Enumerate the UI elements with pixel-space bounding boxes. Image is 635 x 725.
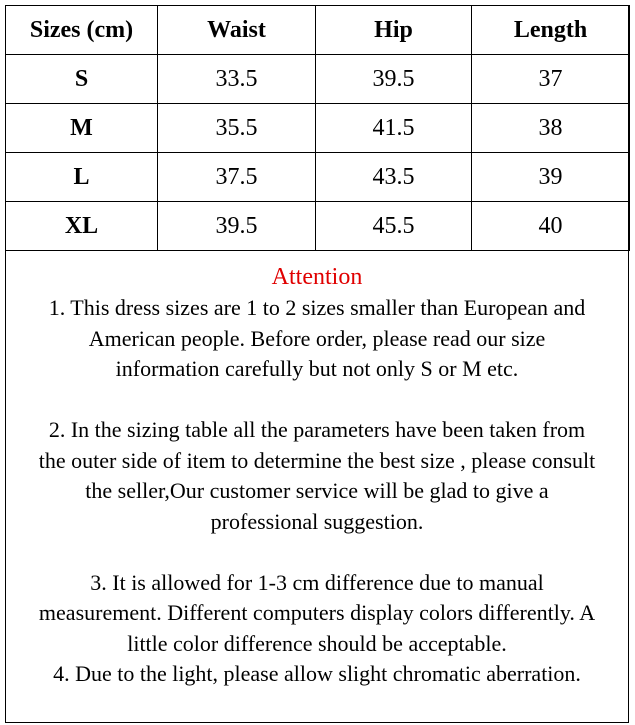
- attention-notes: [5, 262, 629, 690]
- table-row: [6, 202, 630, 251]
- header-waist: Waist: [158, 6, 316, 55]
- waist-value: 37.5: [158, 153, 316, 202]
- size-label: XL: [6, 202, 158, 251]
- waist-value: 33.5: [158, 55, 316, 104]
- note-1-line: 1. This dress sizes are 1 to 2 sizes smaller than European and: [48, 295, 586, 320]
- note-1-line: American people. Before order, please read our size: [88, 325, 546, 351]
- note-2-line: the seller,Our customer service will be glad to give a: [85, 478, 549, 503]
- hip-value: 41.5: [316, 104, 472, 153]
- note-3-line: little color difference should be acceptable.: [127, 630, 507, 656]
- note-3-line: 3. It is allowed for 1-3 cm difference due to manual: [90, 569, 544, 595]
- paragraph-gap: [5, 537, 629, 568]
- length-value: 40: [472, 202, 630, 251]
- size-label: M: [6, 104, 158, 153]
- waist-value: 39.5: [158, 202, 316, 251]
- header-sizes: Sizes (cm): [6, 6, 158, 55]
- size-table: [5, 5, 630, 251]
- size-label: L: [6, 153, 158, 202]
- note-2-line: professional suggestion.: [210, 508, 424, 534]
- note-2-line: the outer side of item to determine the best size , please consult: [38, 447, 596, 473]
- table-row: [6, 55, 630, 104]
- length-value: 37: [472, 55, 630, 104]
- hip-value: 43.5: [316, 153, 472, 202]
- table-header-row: [6, 6, 630, 55]
- header-length: Length: [472, 6, 630, 55]
- note-2-line: 2. In the sizing table all the parameters have been taken from: [48, 417, 586, 442]
- attention-title: Attention: [271, 264, 363, 290]
- length-value: 38: [472, 104, 630, 153]
- size-label: S: [6, 55, 158, 104]
- hip-value: 39.5: [316, 55, 472, 104]
- length-value: 39: [472, 153, 630, 202]
- header-hip: Hip: [316, 6, 472, 55]
- note-4-line: 4. Due to the light, please allow slight chromatic aberration.: [53, 661, 581, 686]
- table-row: [6, 153, 630, 202]
- paragraph-gap: [5, 385, 629, 416]
- waist-value: 35.5: [158, 104, 316, 153]
- hip-value: 45.5: [316, 202, 472, 251]
- note-1-line: information carefully but not only S or M etc.: [115, 356, 519, 381]
- note-3-line: measurement. Different computers display colors differently. A: [38, 600, 596, 625]
- table-row: [6, 104, 630, 153]
